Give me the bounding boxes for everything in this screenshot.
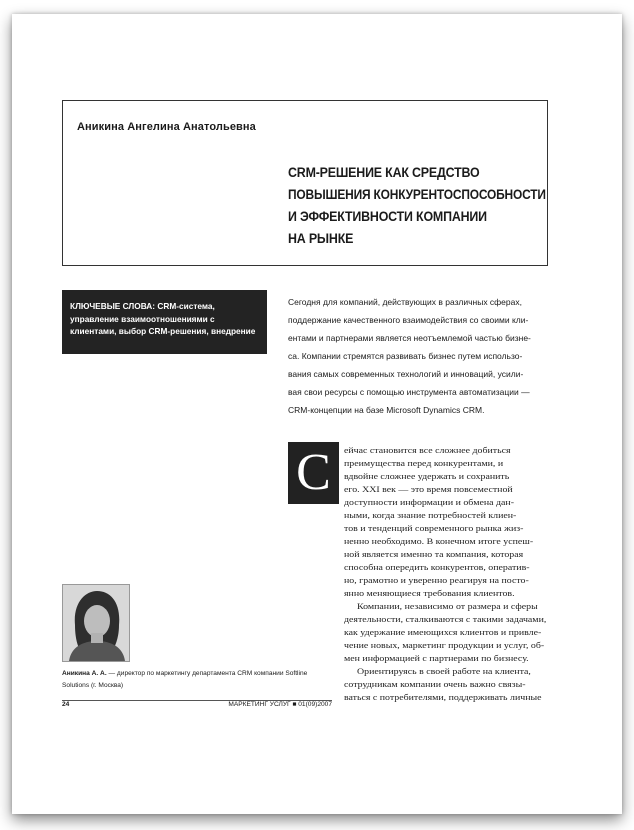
abstract — [288, 293, 550, 419]
body-line: сотрудникам компании очень важно связы- — [344, 679, 526, 689]
author-name: Аникина Ангелина Анатольевна — [77, 121, 256, 133]
abstract-line: са. Компании стремятся развивать бизнес путем использо- — [288, 351, 523, 361]
body-line: Ориентируясь в своей работе на клиента, — [357, 666, 531, 676]
article-title — [288, 162, 546, 250]
abstract-line: CRM-концепции на базе Microsoft Dynamics CRM. — [288, 405, 485, 415]
abstract-line: ентами и партнерами является неотъемлемой частью бизне- — [288, 333, 531, 343]
body-line: ненно необходимо. В конечном итоге успеш- — [344, 536, 534, 546]
body-line: мен информацией с партнерами по бизнесу. — [344, 653, 529, 663]
abstract-line: вая свои ресурсы с помощью инструмента автоматизации — — [288, 387, 530, 397]
journal-name: МАРКЕТИНГ УСЛУГ ■ 01(09)2007 — [228, 701, 332, 708]
abstract-line: вания самых современных технологий и инноваций, усили- — [288, 369, 524, 379]
body-line: ейчас становится все сложнее добиться — [344, 445, 511, 455]
body-line: доступности информации и обмена дан- — [344, 497, 515, 507]
title-line: CRM-РЕШЕНИЕ КАК СРЕДСТВО — [288, 165, 480, 180]
abstract-line: Сегодня для компаний, действующих в различных сферах, — [288, 297, 522, 307]
body-line: янно меняющиеся требования клиентов. — [344, 588, 515, 598]
body-line: но, грамотно и уверенно реагируя на посто- — [344, 575, 529, 585]
body-line: деятельности, сталкиваются с такими задачами, — [344, 614, 547, 624]
body-line: как удержание имеющихся клиентов и привле- — [344, 627, 542, 637]
body-line: тов и тенденций современного рынка жиз- — [344, 523, 524, 533]
keywords-text: КЛЮЧЕВЫЕ СЛОВА: CRM-система, управление взаимоотношениями с клиентами, выбор CRM-решения, внедрение — [70, 301, 256, 337]
abstract-line: поддержание качественного взаимодействия со своими кли- — [288, 315, 529, 325]
body-line: его. XXI век — это время повсеместной — [344, 484, 513, 494]
author-photo — [62, 584, 130, 662]
caption-author-name: Аникина А. А. — [62, 670, 107, 677]
page-number: 24 — [62, 701, 70, 708]
title-line: НА РЫНКЕ — [288, 231, 354, 246]
title-line: И ЭФФЕКТИВНОСТИ КОМПАНИИ — [288, 209, 487, 224]
title-line: ПОВЫШЕНИЯ КОНКУРЕНТОСПОСОБНОСТИ — [288, 187, 546, 202]
body-line: способна опередить конкурентов, оператив- — [344, 562, 530, 572]
caption-author-role: — директор по маркетингу департамента CRM компании Softline Solutions (г. Москва) — [62, 670, 308, 689]
author-caption — [62, 668, 332, 692]
author-portrait-image — [63, 585, 129, 661]
drop-cap: С — [288, 442, 339, 504]
keywords-box — [62, 290, 267, 354]
page-footer — [62, 701, 332, 708]
body-line: ными, когда знание потребностей клиен- — [344, 510, 517, 520]
body-line: вдвойне сложнее удержать и сохранить — [344, 471, 510, 481]
body-line: ваться с потребителями, поддерживать личные — [344, 692, 542, 702]
body-line: ной является именно та компания, которая — [344, 549, 524, 559]
body-line: Компании, независимо от размера и сферы — [357, 601, 538, 611]
body-line: преимущества перед конкурентами, и — [344, 458, 504, 468]
body-line: чение новых, маркетинг продукции и услуг, об- — [344, 640, 545, 650]
